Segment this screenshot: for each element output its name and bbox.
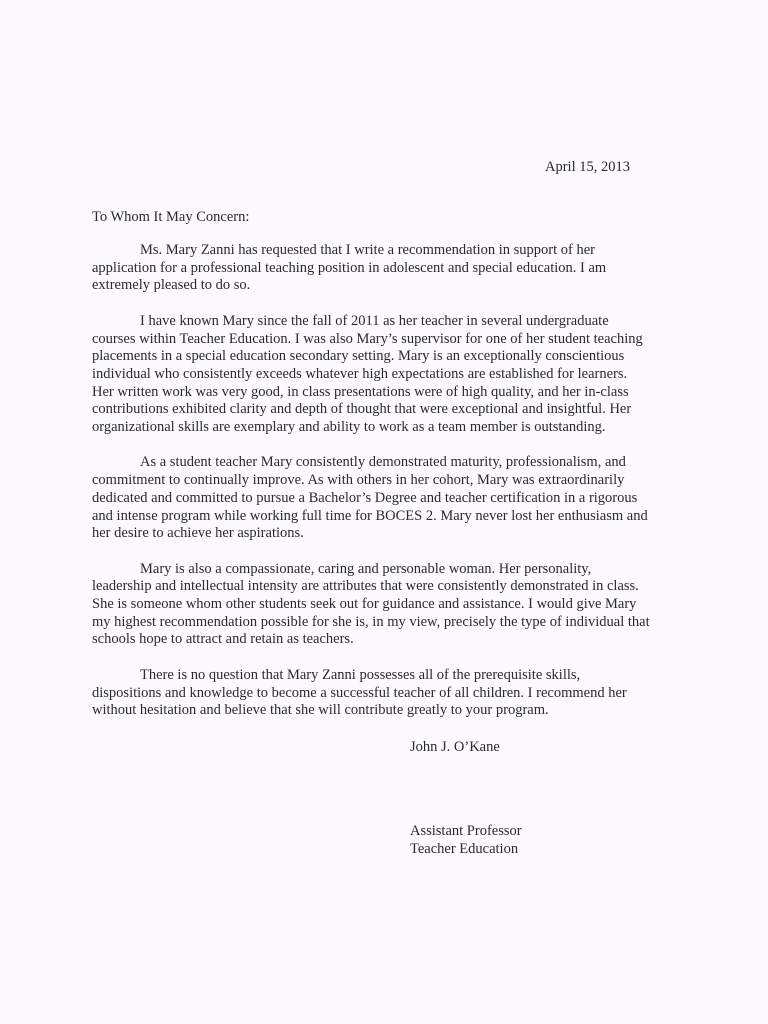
paragraph-student-teaching: As a student teacher Mary consistently demonstrated maturity, professionalism, and commitment to continually improve. As with others in her cohort, Mary was extraordinarily dedicated and committed to pursue a Bachelor’s Degree and teacher certification in a rigorous and intense program while working full time for BOCES 2. Mary never lost her enthusiasm and her desire to achieve her aspirations. bbox=[92, 454, 648, 542]
paragraph-conclusion: There is no question that Mary Zanni possesses all of the prerequisite skills, dispositions and knowledge to become a successful teacher of all children. I recommend her without hesitation and believe that she will contribute greatly to your program. bbox=[92, 666, 627, 719]
paragraph-background: I have known Mary since the fall of 2011 as her teacher in several undergraduate courses within Teacher Education. I was also Mary’s supervisor for one of her student teaching placements in a special education secondary setting. Mary is an exceptionally conscientious individual who consistently exceeds whatever high expectations are established for learners. Her written work was very good, in class presentations were of high quality, and her in-class contributions exhibited clarity and depth of thought that were exceptional and insightful. Her organizational skills are exemplary and ability to work as a team member is outstanding. bbox=[92, 312, 643, 436]
paragraph-intro: Ms. Mary Zanni has requested that I write a recommendation in support of her application for a professional teaching position in adolescent and special education. I am extremely pleased to do so. bbox=[92, 242, 607, 294]
paragraph-character: Mary is also a compassionate, caring and personable woman. Her personality, leadership and intellectual intensity are attributes that were consistently demonstrated in class. She is someone whom other students seek out for guidance and assistance. I would give Mary my highest recommendation possible for she is, in my view, precisely the type of individual that schools hope to attract and retain as teachers. bbox=[92, 560, 650, 648]
signer-title-block bbox=[410, 822, 522, 858]
letter-body bbox=[92, 242, 652, 738]
signer-title: Assistant Professor bbox=[410, 823, 522, 839]
letter-date: April 15, 2013 bbox=[545, 159, 630, 175]
letter-salutation: To Whom It May Concern: bbox=[92, 209, 250, 225]
signature-name: John J. O’Kane bbox=[410, 739, 500, 755]
signer-department: Teacher Education bbox=[410, 841, 519, 857]
